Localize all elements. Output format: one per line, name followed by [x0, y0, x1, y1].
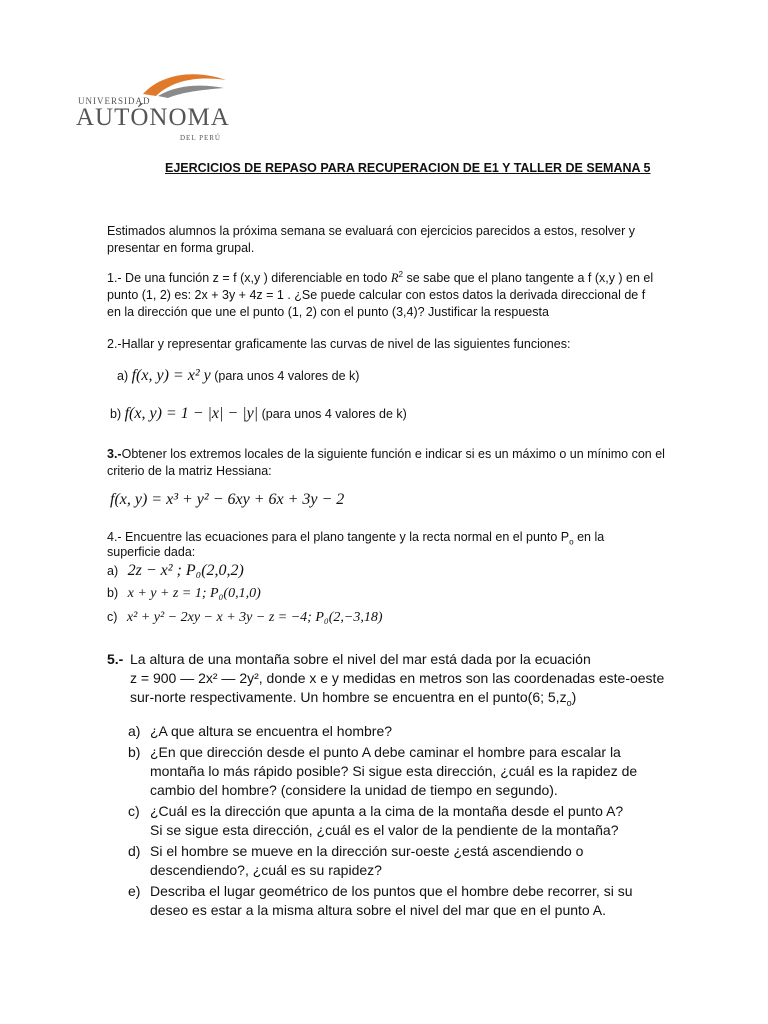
ex2a-note: (para unos 4 valores de k) [214, 369, 360, 383]
ex2a-label: a) [117, 369, 129, 383]
ex1-text-post: se sabe que el plano tangente a f (x,y ) en el punto (1, 2) es: 2x + 3y + 4z = 1 . ¿Se puede calcular con estos datos la derivada direccional de f en la dirección que une el punto (1, 2) con el punto (3,4)? Justificar la respuesta [107, 271, 654, 319]
exercise-4-text [107, 530, 627, 560]
exercise-1 [107, 270, 657, 321]
ex3-text: Obtener los extremos locales de la siguiente función e indicar si es un máximo o un mínimo con el criterio de la matriz Hessiana: [107, 447, 665, 478]
list-item [128, 743, 638, 800]
ex5-line3-wrap [107, 688, 667, 707]
ex5-line3: sur-norte respectivamente. Un hombre se encuentra en el punto(6; 5,z [130, 689, 567, 705]
exercise-2b [110, 405, 407, 423]
ex5-line3-end: ) [571, 689, 577, 705]
logo-line3: DEL PERÚ [180, 134, 221, 142]
ex3-number: 3.- [107, 447, 122, 461]
ex5-line3-sub: o [566, 697, 572, 708]
ex4-text-post: en la superficie dada: [107, 530, 605, 559]
item-a-text: ¿A que altura se encuentra el hombre? [150, 723, 393, 739]
item-d-text: Si el hombre se mueve en la dirección sur-oeste ¿está ascendiendo o descendiendo?, ¿cuál es su rapidez? [150, 843, 584, 878]
item-c-label: c) [128, 803, 140, 819]
item-e-label: e) [128, 883, 141, 899]
ex4-text-sub: o [569, 537, 574, 547]
item-b-text: ¿En que dirección desde el punto A debe caminar el hombre para escalar la montaña lo más rápido posible? Si sigue esta dirección, ¿cuál es la rapidez de cambio del hombre? (considere la unidad de tiempo en segundo). [150, 744, 638, 798]
logo-swoosh-icon [138, 70, 228, 100]
exercise-3 [107, 446, 667, 480]
ex4a-formula: 2z − x² ; P₀(2,0,2) [127, 562, 244, 579]
list-item [128, 882, 638, 920]
item-b-label: b) [128, 744, 141, 760]
exercise-4c [107, 610, 383, 626]
university-logo [76, 70, 236, 150]
list-item [128, 842, 638, 880]
ex4c-formula: x² + y² − 2xy − x + 3y − z = −4; P₀(2,−3,18) [126, 610, 383, 625]
item-d-label: d) [128, 843, 141, 859]
ex1-text-pre: 1.- De una función z = f (x,y ) diferenciable en todo [107, 271, 391, 285]
ex4b-label: b) [107, 586, 119, 600]
logo-line2: AUTÓNOMA [76, 104, 230, 131]
intro-paragraph: Estimados alumnos la próxima semana se evaluará con ejercicios parecidos a estos, resolver y presentar en forma grupal. [107, 224, 636, 255]
item-e-text: Describa el lugar geométrico de los puntos que el hombre debe recorrer, si su deseo es estar a la misma altura sobre el nivel del mar que en el punto A. [150, 883, 633, 918]
exercise-4b [107, 586, 261, 602]
exercise-2-text: 2.-Hallar y representar graficamente las curvas de nivel de las siguientes funciones: [107, 337, 571, 351]
ex4b-formula: x + y + z = 1; P₀(0,1,0) [127, 586, 261, 601]
ex2b-label: b) [110, 407, 122, 421]
ex4c-label: c) [107, 610, 118, 624]
exercise-2a [117, 367, 359, 385]
logo-line1: UNIVERSIDAD [78, 96, 151, 106]
ex5-line1: La altura de una montaña sobre el nivel del mar está dada por la ecuación [130, 651, 591, 667]
ex2b-formula: f(x, y) = 1 − |x| − |y| [124, 405, 259, 422]
exercise-4a [107, 562, 244, 580]
exercise-5 [107, 650, 667, 707]
ex1-R: R [390, 271, 399, 285]
ex5-number: 5.- [107, 651, 124, 667]
ex5-line2: z = 900 — 2x² — 2y², donde x e y medidas en metros son las coordenadas este-oeste [130, 670, 665, 686]
exercise-5-list [128, 722, 638, 920]
list-item [128, 802, 638, 840]
list-item [128, 722, 638, 741]
ex4a-label: a) [107, 564, 119, 578]
ex1-R-exp: 2 [398, 269, 403, 279]
exercise-3-formula: f(x, y) = x³ + y² − 6xy + 6x + 3y − 2 [110, 491, 345, 508]
ex2b-note: (para unos 4 valores de k) [261, 407, 407, 421]
ex4-text-pre: 4.- Encuentre las ecuaciones para el plano tangente y la recta normal en el punto P [107, 530, 570, 544]
ex2a-formula: f(x, y) = x² y [131, 367, 211, 384]
page-title: EJERCICIOS DE REPASO PARA RECUPERACION DE E1 Y TALLER DE SEMANA 5 [165, 161, 651, 175]
item-a-label: a) [128, 723, 141, 739]
item-c-text: ¿Cuál es la dirección que apunta a la cima de la montaña desde el punto A? Si se sigue esta dirección, ¿cuál es el valor de la pendiente de la montaña? [150, 803, 624, 838]
